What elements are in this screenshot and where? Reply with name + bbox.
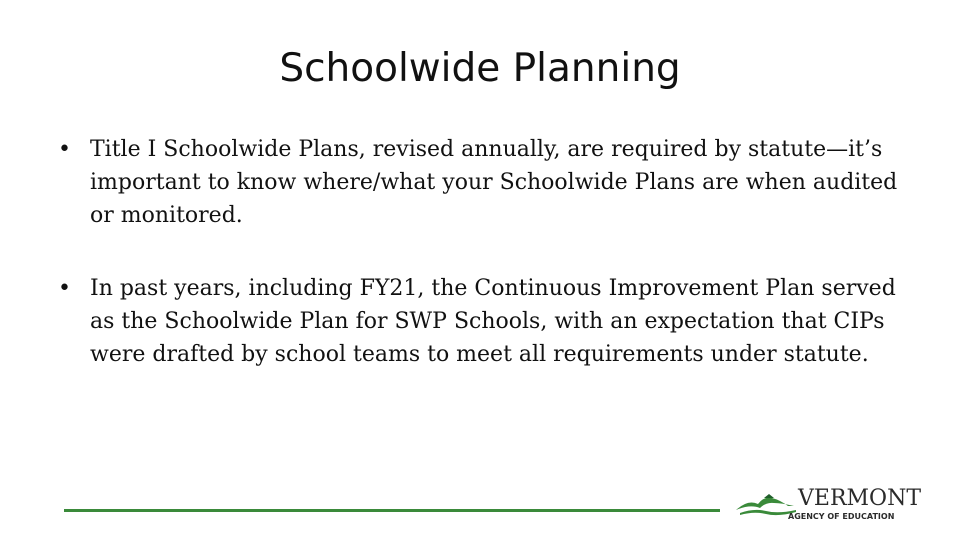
bullet-item: [58, 133, 918, 232]
bullet-item: [58, 272, 918, 371]
bullet-text: In past years, including FY21, the Continuous Improvement Plan served as the Schoolwide Plan for SWP Schools, with an expectation that CIPs were drafted by school teams to meet all requirements under statute.: [90, 276, 896, 367]
bullet-marker: •: [58, 276, 71, 301]
footer-divider: [64, 509, 720, 512]
logo-wordmark: VERMONT: [798, 486, 921, 511]
bullet-text: Title I Schoolwide Plans, revised annually, are required by statute—it’s important to know where/what your Schoolwide Plans are when audited or monitored.: [90, 137, 898, 228]
vermont-agency-logo: [734, 486, 921, 524]
logo-subtitle: AGENCY OF EDUCATION: [788, 512, 895, 521]
bullet-list: [58, 133, 918, 411]
slide-title: Schoolwide Planning: [279, 46, 681, 91]
bullet-marker: •: [58, 137, 71, 162]
